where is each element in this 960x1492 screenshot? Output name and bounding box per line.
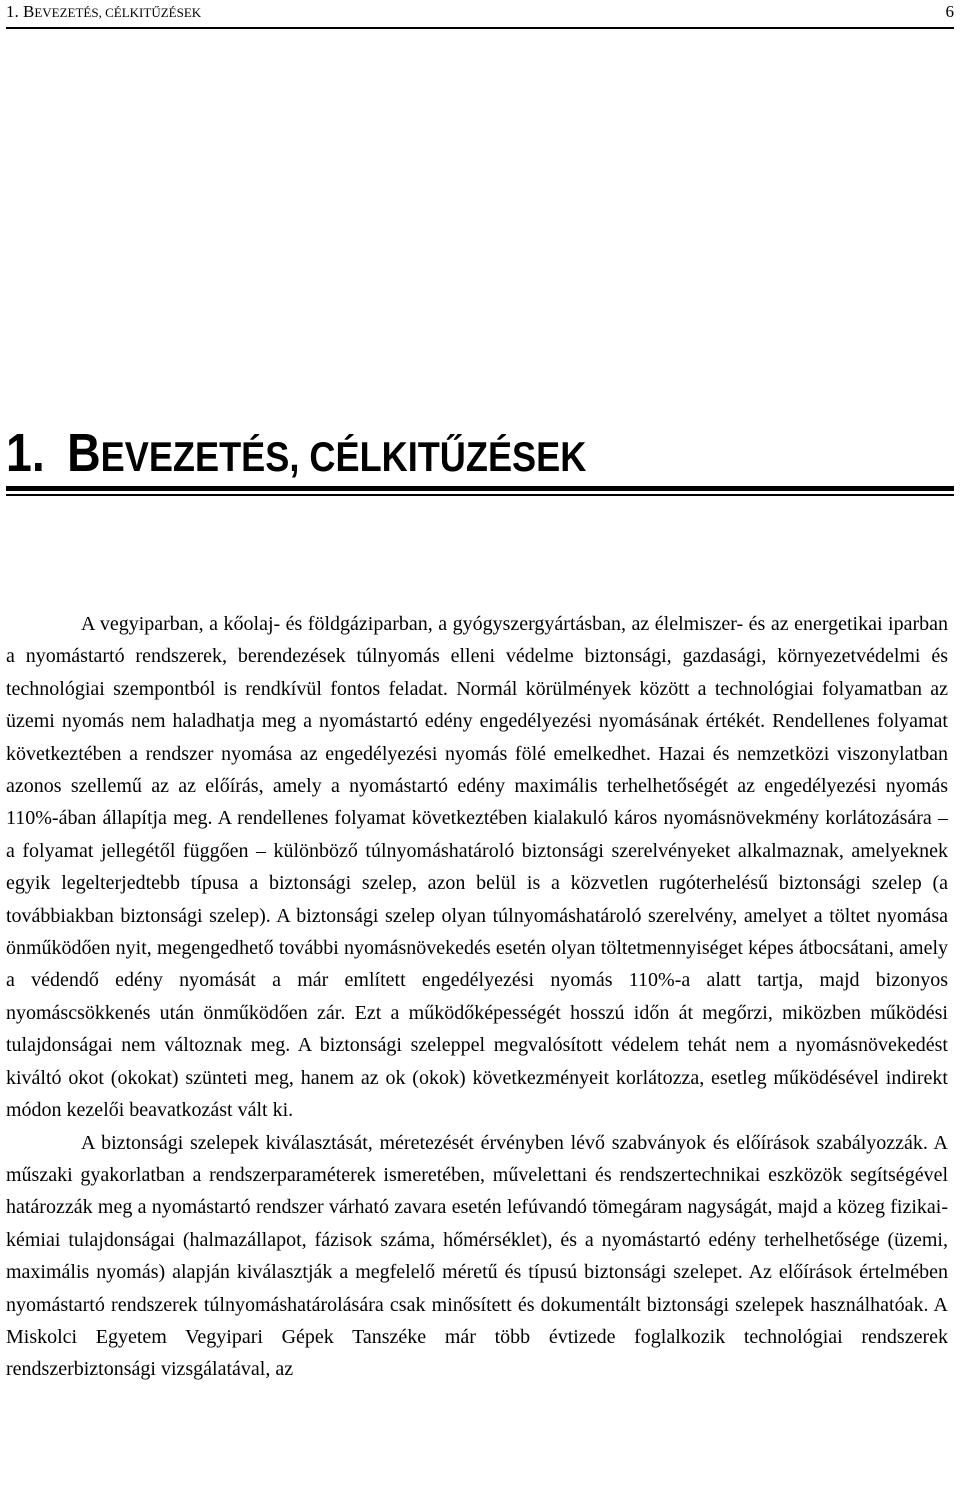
running-header-initial: B <box>23 2 35 21</box>
page-number: 6 <box>945 2 954 21</box>
chapter-rule-thin <box>6 494 954 496</box>
running-header-number: 1. <box>6 2 19 21</box>
header-rule <box>6 27 954 29</box>
running-header-title-rest: EVEZETÉS, CÉLKITŰZÉSEK <box>34 5 202 20</box>
running-header-title <box>6 0 201 25</box>
chapter-title <box>6 420 586 490</box>
chapter-heading <box>6 420 954 498</box>
paragraph: A biztonsági szelepek kiválasztását, méretezését érvényben lévő szabványok és előírások szabályozzák. A műszaki gyakorlatban a rendszerparaméterek ismeretében, művelettani és rendszertechnikai eszközök segítségével határozzák meg a nyomástartó rendszer várható zavara esetén lefúvandó tömegáram nagyságát, majd a közeg fizikai-kémiai tulajdonságai (halmazállapot, fázisok száma, hőmérséklet), és a nyomástartó edény terhelhetősége (üzemi, maximális nyomás) alapján kiválasztják a megfelelő méretű és típusú biztonsági szelepet. Az előírások értelmében nyomástartó rendszerek túlnyomáshatárolására csak minősített és dokumentált biztonsági szelepek használhatóak. A Miskolci Egyetem Vegyipari Gépek Tanszéke már több évtizede foglalkozik technológiai rendszerek rendszerbiztonsági vizsgálatával, az <box>6 1131 948 1381</box>
running-header <box>6 0 954 26</box>
paragraph: A vegyiparban, a kőolaj- és földgáziparban, a gyógyszergyártásban, az élelmiszer- és az energetikai iparban a nyomástartó rendszerek, berendezések túlnyomás elleni védelme biztonsági, gazdasági, környezetvédelmi és technológiai szempontból is rendkívül fontos feladat. Normál körülmények között a technológiai folyamatban az üzemi nyomás nem haladhatja meg a nyomástartó edény engedélyezési nyomásának értékét. Rendellenes folyamat következtében a rendszer nyomása az engedélyezési nyomás fölé emelkedhet. Hazai és nemzetközi viszonylatban azonos szellemű az az előírás, amely a nyomástartó edény maximális terhelhetőségét az engedélyezési nyomás 110%-ában állapítja meg. A rendellenes folyamat következtében kialakuló káros nyomásnövekmény korlátozására – a folyamat jellegétől függően – különböző túlnyomáshatároló biztonsági szerelvényeket alkalmaznak, amelyeknek egyik legelterjedtebb típusa a biztonsági szelep, azon belül is a közvetlen rugóterhelésű biztonsági szelep (a továbbiakban biztonsági szelep). A biztonsági szelep olyan túlnyomáshatároló szerelvény, amelyet a töltet nyomása önműködően nyit, megengedhető további nyomásnövekedés esetén olyan töltetmennyiséget képes átbocsátani, amely a védendő edény nyomását a már említett engedélyezési nyomás 110%-a alatt tartja, majd bizonyos nyomáscsökkenés után önműködően zár. Ezt a működőképességét hosszú időn át megőrzi, miközben működési tulajdonságai nem változnak meg. A biztonsági szeleppel megvalósított védelem tehát nem a nyomásnövekedést kiváltó okot (okokat) szünteti meg, hanem az ok (okok) következményeit korlátozza, esetleg működésével indirekt módon kezelői beavatkozást vált ki. <box>6 613 948 1122</box>
body-text <box>6 608 948 1386</box>
chapter-title-rest: EVEZETÉS, CÉLKITŰZÉSEK <box>100 433 587 480</box>
chapter-title-initial: B <box>67 423 101 483</box>
chapter-rule-thick <box>6 486 954 491</box>
chapter-number: 1. <box>6 423 45 483</box>
